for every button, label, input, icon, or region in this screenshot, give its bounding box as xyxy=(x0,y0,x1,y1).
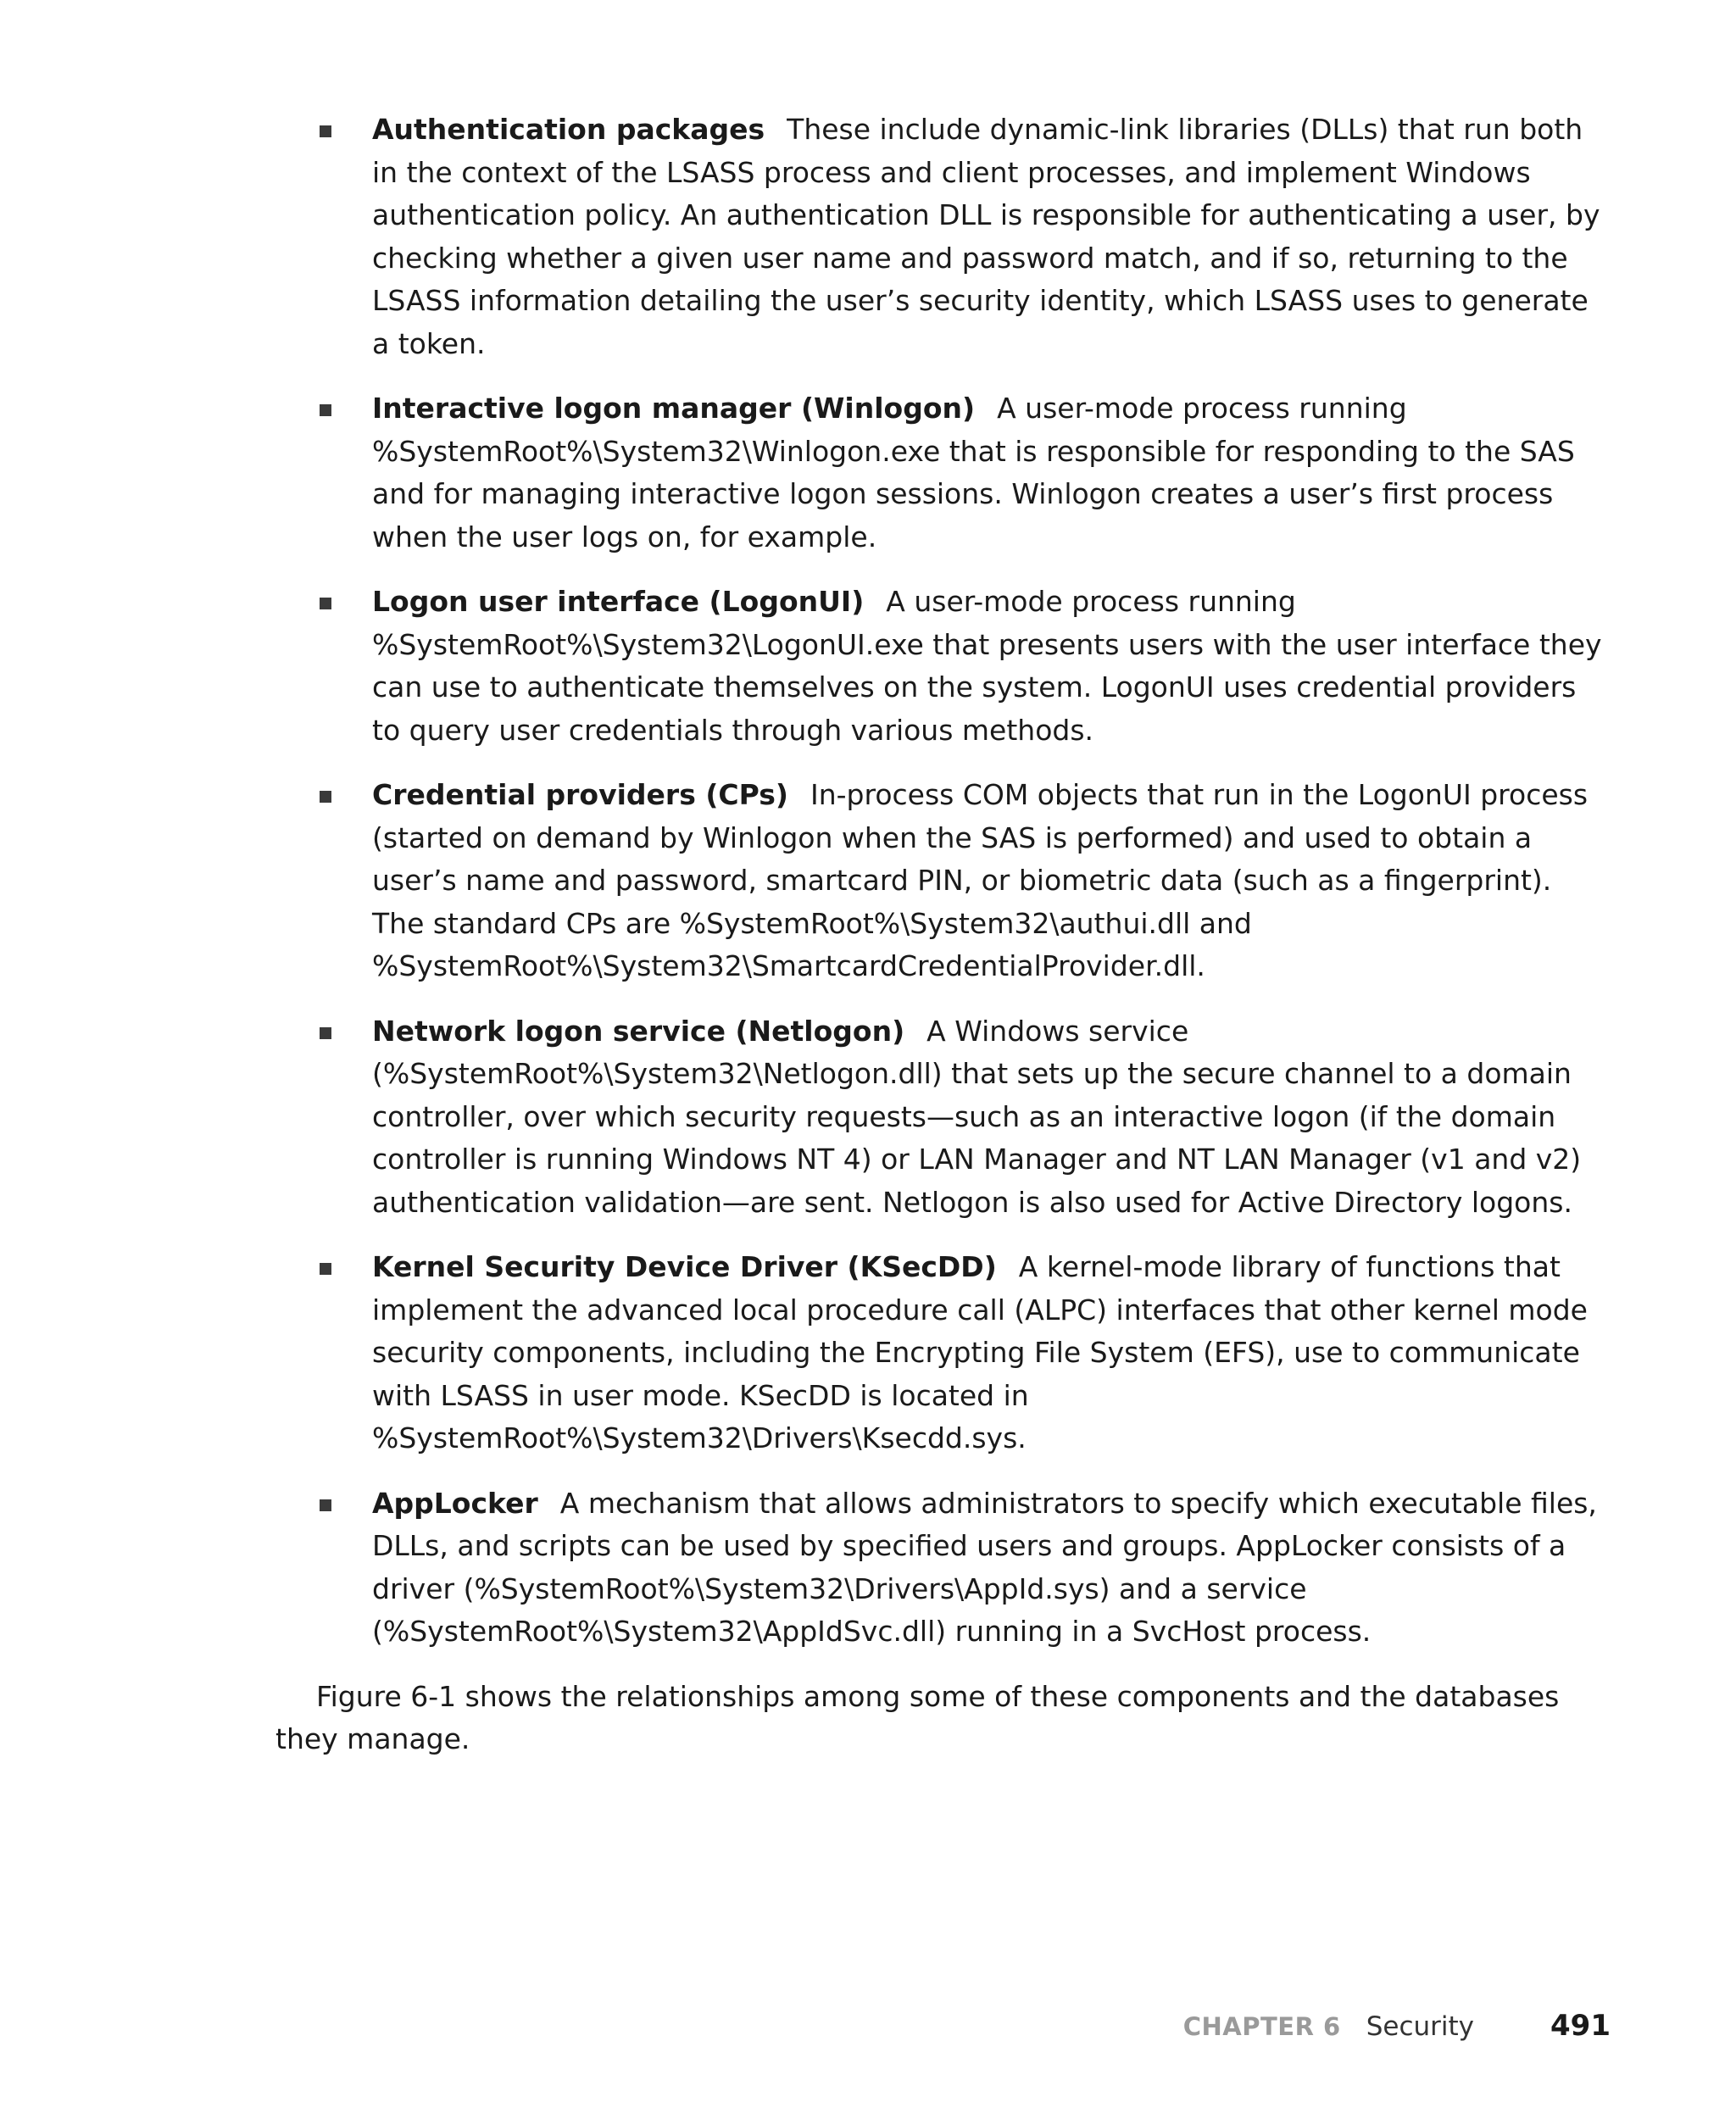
square-bullet-icon xyxy=(320,791,331,803)
footer-title: Security xyxy=(1366,2011,1475,2042)
item-term: Authentication packages xyxy=(372,113,765,146)
square-bullet-icon xyxy=(320,404,331,416)
item-text: A Windows service (%SystemRoot%\System32\Netlogon.dll) that sets up the secure channel to a domain controller, over which security requests—such as an interactive logon (if the domain controller is running Windows NT 4) or LAN Manager and NT LAN Manager (v1 and v2) authentication validation—are sent. Netlogon is also used for Active Directory logons. xyxy=(372,1014,1582,1219)
footer-chapter: CHAPTER 6 xyxy=(1182,2012,1341,2041)
item-term: AppLocker xyxy=(372,1486,538,1520)
item-term: Credential providers (CPs) xyxy=(372,778,788,811)
closing-paragraph: Figure 6-1 shows the relationships among some of these components and the databases they manage. xyxy=(275,1679,1560,1755)
item-text: A user-mode process running %SystemRoot%\System32\LogonUI.exe that presents users with the user interface they can use to authenticate themselves on the system. LogonUI uses credential providers to query user credentials through various methods. xyxy=(372,585,1602,747)
square-bullet-icon xyxy=(320,598,331,609)
item-term: Kernel Security Device Driver (KSecDD) xyxy=(372,1250,997,1283)
list-item xyxy=(275,108,1611,365)
item-text: A mechanism that allows administrators to specify which executable files, DLLs, and scripts can be used by specified users and groups. AppLocker consists of a driver (%SystemRoot%\System32\Drivers\AppId.sys) and a service (%SystemRoot%\System32\AppIdSvc.dll) running in a SvcHost process. xyxy=(372,1486,1597,1648)
list-item xyxy=(275,387,1611,559)
page-number: 491 xyxy=(1550,2009,1611,2043)
square-bullet-icon xyxy=(320,1263,331,1275)
item-term: Network logon service (Netlogon) xyxy=(372,1014,905,1048)
square-bullet-icon xyxy=(320,125,331,137)
list-item xyxy=(275,774,1611,988)
item-text: A kernel-mode library of functions that implement the advanced local procedure call (ALPC) interfaces that other kernel mode security components, including the Encrypting File System (EFS), use to communicate with LSASS in user mode. KSecDD is located in %SystemRoot%\System32\Drivers\Ksecdd.sys. xyxy=(372,1250,1588,1454)
item-term: Logon user interface (LogonUI) xyxy=(372,585,865,618)
item-text: A user-mode process running %SystemRoot%\System32\Winlogon.exe that is responsible for responding to the SAS and for managing interactive logon sessions. Winlogon creates a user’s first process when the user logs on, for example. xyxy=(372,392,1575,553)
list-item xyxy=(275,581,1611,752)
page-footer xyxy=(1183,2009,1611,2043)
page-content xyxy=(275,108,1611,1761)
item-text: In-process COM objects that run in the LogonUI process (started on demand by Winlogon when the SAS is performed) and used to obtain a user’s name and password, smartcard PIN, or biometric data (such as a fingerprint). The standard CPs are %SystemRoot%\System32\authui.dll and %SystemRoot%\System32\SmartcardCredentialProvider.dll. xyxy=(372,778,1589,982)
list-item xyxy=(275,1246,1611,1460)
component-list xyxy=(275,108,1611,1654)
item-term: Interactive logon manager (Winlogon) xyxy=(372,392,976,425)
list-item xyxy=(275,1482,1611,1654)
list-item xyxy=(275,1010,1611,1225)
item-text: These include dynamic-link libraries (DLLs) that run both in the context of the LSASS process and client processes, and implement Windows authentication policy. An authentication DLL is responsible for authenticating a user, by checking whether a given user name and password match, and if so, returning to the LSASS information detailing the user’s security identity, which LSASS uses to generate a token. xyxy=(372,113,1600,360)
square-bullet-icon xyxy=(320,1027,331,1039)
square-bullet-icon xyxy=(320,1499,331,1511)
